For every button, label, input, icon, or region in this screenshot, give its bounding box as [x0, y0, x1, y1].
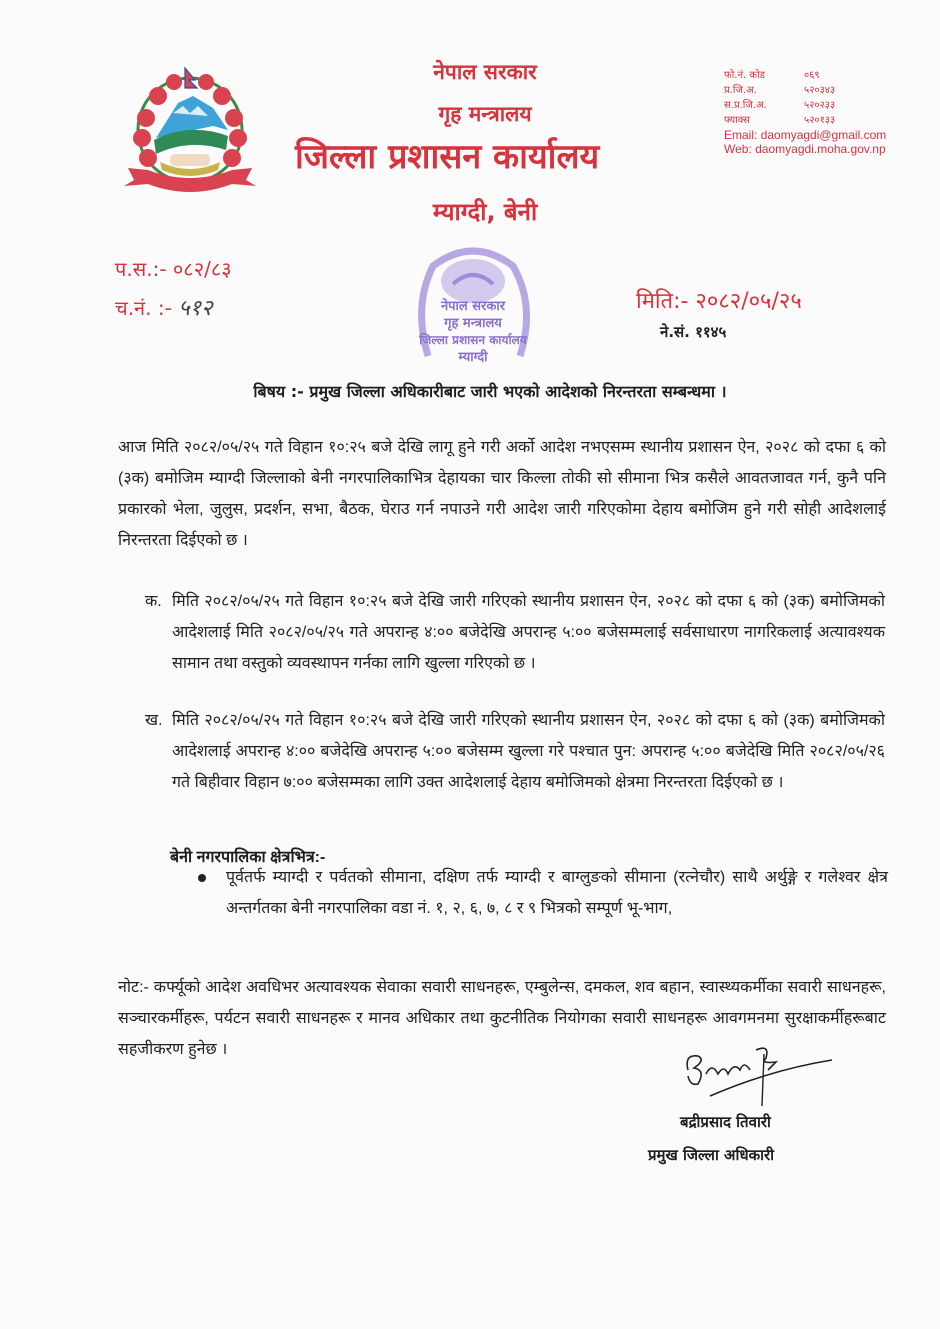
government-name: नेपाल सरकार — [433, 60, 537, 84]
area-bullet — [198, 862, 888, 924]
contact-email: Email: daomyagdi@gmail.com — [724, 128, 887, 142]
dispatch-number: ५१२ — [178, 296, 213, 321]
ministry-name: गृह मन्त्रालय — [438, 102, 532, 126]
item-text: मिति २०८२/०५/२५ गते विहान १०:२५ बजे देखि जारी गरिएको स्थानीय प्रशासन ऐन, २०२८ को दफा ६ को (३क) बमोजिमको आदेशलाई अपरान्ह ४:०० बजेदेखि अपरान्ह ५:०० बजेसम्म खुल्ला गरे पश्चात पुन: अपरान्ह ५:०० बजेदेखि मिति २०८२/०५/२६ गते बिहीवार विहान ७:०० बजेसम्मका लागि उक्त आदेशलाई देहाय बमोजिमको क्षेत्रमा निरन्तरता दिईएको छ । — [172, 712, 885, 791]
contact-row-acdo — [724, 98, 886, 113]
contact-row-phone-code — [724, 68, 886, 83]
bullet-icon — [198, 874, 206, 882]
area-bullet-text: पूर्वतर्फ म्याग्दी र पर्वतको सीमाना, दक्षिण तर्फ म्याग्दी र बाग्लुङको सीमाना (रत्नेचौर) साथै अर्थुङ्गे र गलेश्वर क्षेत्र अन्तर्गतका बेनी नगरपालिका वडा नं. १, २, ६, ७, ८ र ९ भित्रको सम्पूर्ण भू-भाग, — [226, 869, 888, 917]
stamp-line: जिल्ला प्रशासन कार्यालय — [419, 333, 527, 347]
nepal-sambat-year: ने.सं. ११४५ — [660, 323, 727, 341]
stamp-line: नेपाल सरकार — [440, 299, 506, 314]
contact-label: फ्याक्स — [724, 115, 750, 126]
order-item-ka — [145, 586, 885, 679]
contact-block — [724, 68, 886, 156]
signatory-title: प्रमुख जिल्ला अधिकारी — [648, 1146, 775, 1164]
office-location: म्याग्दी, बेनी — [432, 198, 538, 226]
contact-row-cdo — [724, 83, 886, 98]
contact-value: ५२०२३३ — [804, 100, 836, 111]
contact-row-fax — [724, 113, 886, 128]
dispatch-label: च.नं. :- — [115, 296, 172, 320]
contact-value: ०६९ — [804, 70, 820, 81]
item-label: ख. — [145, 712, 163, 729]
item-label: क. — [145, 593, 162, 610]
contact-label: फो.नं. कोड — [724, 70, 766, 81]
office-name: जिल्ला प्रशासन कार्यालय — [295, 137, 600, 177]
handwritten-signature-icon — [680, 1040, 840, 1110]
order-item-kha — [145, 705, 885, 798]
contact-label: प्र.जि.अ. — [724, 85, 757, 96]
contact-value: ५२०३४३ — [804, 85, 836, 96]
letter-subject: बिषय :- प्रमुख जिल्ला अधिकारीबाट जारी भएको आदेशको निरन्तरता सम्बन्धमा । — [253, 382, 727, 401]
nepal-coat-of-arms-icon — [118, 58, 263, 198]
dispatch-number-line — [115, 292, 213, 322]
contact-website: Web: daomyagdi.moha.gov.np — [724, 142, 886, 156]
stamp-line: म्याग्दी — [458, 350, 488, 365]
contact-value: ५२०१३३ — [804, 115, 836, 126]
note-paragraph: नोट:- कर्फ्यूको आदेश अवधिभर अत्यावश्यक सेवाका सवारी साधनहरू, एम्बुलेन्स, दमकल, शव बहान, स्वास्थ्यकर्मीका सवारी साधनहरू, सञ्चारकर्मीहरू, पर्यटन सवारी साधनहरू र मानव अधिकार तथा कुटनीतिक नियोगका सवारी साधनहरू आवगमनमा सुरक्षाकर्मीहरूबाट सहजीकरण हुनेछ । — [118, 979, 886, 1058]
item-text: मिति २०८२/०५/२५ गते विहान १०:२५ बजे देखि जारी गरिएको स्थानीय प्रशासन ऐन, २०२८ को दफा ६ को (३क) बमोजिमको आदेशलाई मिति २०८२/०५/२५ गते अपरान्ह ४:०० बजेदेखि अपरान्ह ५:०० बजेसम्मलाई सर्वसाधारण नागरिकलाई अत्यावश्यक सामान तथा वस्तुको व्यवस्थापन गर्नका लागि खुल्ला गरिएको छ । — [172, 593, 885, 672]
contact-label: स.प्र.जि.अ. — [724, 100, 767, 111]
fiscal-year-reference: प.स.:- ०८२/८३ — [115, 257, 232, 281]
office-seal-stamp-icon — [398, 236, 548, 376]
stamp-line: गृह मन्त्रालय — [444, 316, 502, 331]
area-heading: बेनी नगरपालिका क्षेत्रभित्र:- — [170, 849, 326, 866]
intro-paragraph: आज मिति २०८२/०५/२५ गते विहान १०:२५ बजे देखि लागू हुने गरी अर्को आदेश नभएसम्म स्थानीय प्रशासन ऐन, २०२८ को दफा ६ को (३क) बमोजिम म्याग्दी जिल्लाको बेनी नगरपालिकाभित्र देहायका चार किल्ला तोकी सो सीमाना भित्र कसैले आवतजावत गर्न, कुनै पनि प्रकारको भेला, जुलुस, प्रदर्शन, सभा, बैठक, घेराउ गर्न नपाउने गरी आदेश जारी गरिएकोमा देहाय बमोजिम हुने गरी सोही आदेशलाई निरन्तरता दिईएको छ । — [118, 439, 886, 549]
signatory-name: बद्रीप्रसाद तिवारी — [680, 1113, 771, 1131]
letter-date: मिति:- २०८२/०५/२५ — [636, 289, 802, 314]
